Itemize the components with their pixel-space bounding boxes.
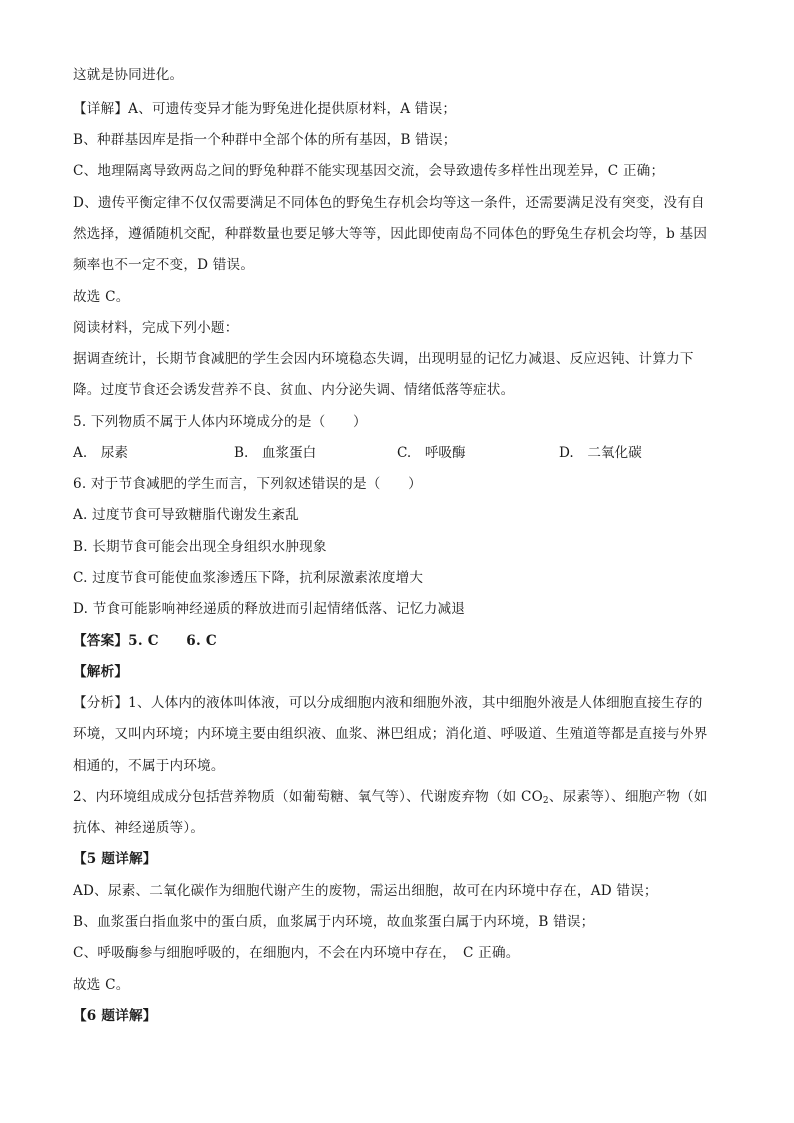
- text-line: 这就是协同进化。: [73, 67, 184, 83]
- material-line: 降。过度节食还会诱发营养不良、贫血、内分泌失调、情绪低落等症状。: [73, 382, 515, 398]
- answer-choice-line: 故选 C。: [73, 289, 130, 305]
- explanation-line: 频率也不一定不变，D 错误。: [73, 257, 255, 273]
- q6-detail-heading: 【6 题详解】: [73, 1008, 157, 1024]
- detail-line: C、呼吸酶参与细胞呼吸的，在细胞内，不会在内环境中存在， C 正确。: [73, 945, 520, 961]
- option-a: A. 过度节食可导致糖脂代谢发生紊乱: [73, 507, 299, 523]
- analysis-line: 相通的，不属于内环境。: [73, 758, 225, 774]
- detail-line: B、血浆蛋白指血浆中的蛋白质，血浆属于内环境，故血浆蛋白属于内环境，B 错误；: [73, 914, 595, 930]
- question-6: 6. 对于节食减肥的学生而言，下列叙述错误的是（ ）: [73, 476, 422, 492]
- option-b: B. 长期节食可能会出现全身组织水肿现象: [73, 539, 327, 555]
- explanation-line: B、种群基因库是指一个种群中全部个体的所有基因，B 错误；: [73, 132, 457, 148]
- material-line: 据调查统计，长期节食减肥的学生会因内环境稳态失调，出现明显的记忆力减退、反应迟钝、计算力下: [73, 351, 694, 367]
- option-b: B. 血浆蛋白: [234, 445, 317, 461]
- explanation-line: 然选择，遵循随机交配，种群数量也要足够大等等，因此即使南岛不同体色的野兔生存机会均等，b 基因: [73, 226, 708, 242]
- option-c: C. 过度节食可能使血浆渗透压下降，抗利尿激素浓度增大: [73, 570, 424, 586]
- analysis-line: 【分析】1、人体内的液体叫体液，可以分成细胞内液和细胞外液，其中细胞外液是人体细胞直接生存的: [73, 695, 703, 711]
- analysis-line: 环境，又叫内环境；内环境主要由组织液、血浆、淋巴组成；消化道、呼吸道、生殖道等都是直接与外界: [73, 726, 708, 742]
- analysis-line: 2、内环境组成成分包括营养物质（如葡萄糖、氧气等）、代谢废弃物（如 $CO_2$、尿素等）、细胞产物（如: [73, 789, 708, 806]
- analysis-line: 抗体、神经递质等）。: [73, 820, 205, 836]
- option-c: C. 呼吸酶: [397, 445, 466, 461]
- q5-detail-heading: 【5 题详解】: [73, 851, 157, 867]
- explanation-line: 【详解】A、可遗传变异才能为野兔进化提供原材料，A 错误；: [73, 101, 457, 117]
- answer-line: 【答案】5. C 6. C: [73, 633, 217, 649]
- explanation-line: D、遗传平衡定律不仅仅需要满足不同体色的野兔生存机会均等这一条件，还需要满足没有突变，没有自: [73, 195, 705, 211]
- option-d: D. 二氧化碳: [559, 445, 642, 461]
- detail-line: AD、尿素、二氧化碳作为细胞代谢产生的废物，需运出细胞，故可在内环境中存在，AD 错误；: [73, 883, 658, 899]
- explanation-line: C、地理隔离导致两岛之间的野兔种群不能实现基因交流，会导致遗传多样性出现差异，C 正确；: [73, 163, 665, 179]
- option-a: A. 尿素: [73, 445, 128, 461]
- answer-choice-line: 故选 C。: [73, 977, 130, 993]
- option-d: D. 节食可能影响神经递质的释放进而引起情绪低落、记忆力减退: [73, 601, 466, 617]
- analysis-heading: 【解析】: [73, 664, 129, 680]
- reading-prompt: 阅读材料，完成下列小题：: [73, 320, 239, 336]
- question-5: 5. 下列物质不属于人体内环境成分的是（ ）: [73, 414, 367, 430]
